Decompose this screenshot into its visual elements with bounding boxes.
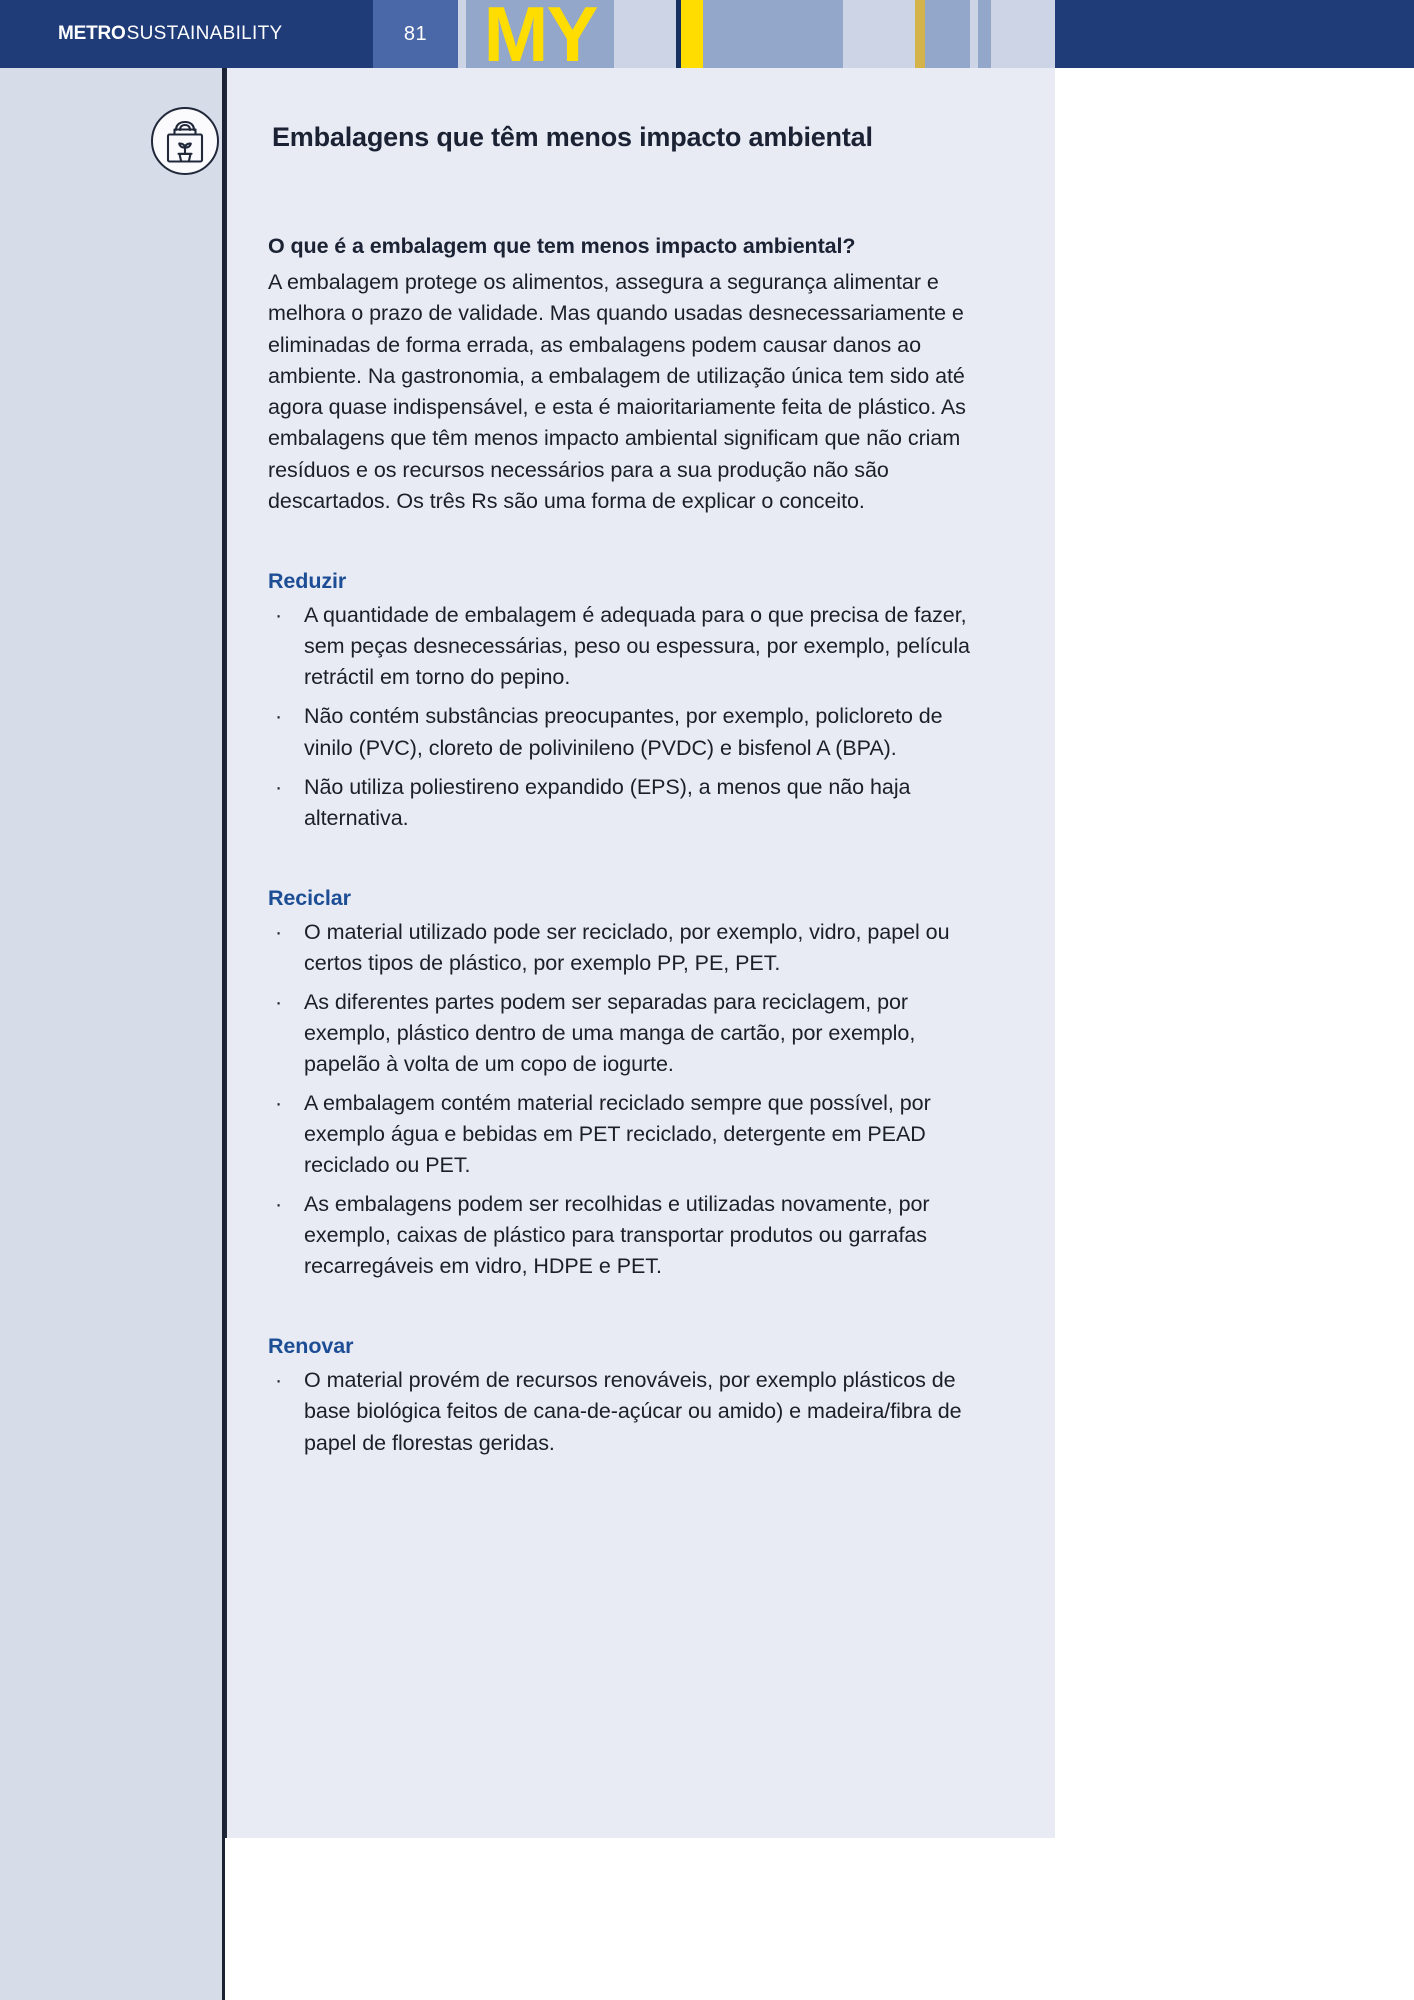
list-item-text: As diferentes partes podem ser separadas para reciclagem, por exemplo, plástico dentro de uma manga de cartão, por exemplo, papelão à volta de um copo de iogurte. [304, 989, 916, 1076]
header-band-pale-1 [458, 0, 466, 68]
list-item-text: Não utiliza poliestireno expandido (EPS), a menos que não haja alternativa. [304, 774, 911, 830]
header-band-navy-right [1055, 0, 1414, 68]
header-band-pale-5 [991, 0, 1055, 68]
right-gutter [1055, 68, 1414, 2000]
section-heading-reduzir: Reduzir [268, 569, 347, 594]
page-number-value: 81 [403, 22, 428, 45]
list-item-text: O material provém de recursos renováveis, por exemplo plásticos de base biológica feitos de cana-de-açúcar ou amido) e madeira/fibra de papel de florestas geridas. [304, 1368, 962, 1455]
bullet-glyph: · [275, 1368, 283, 1393]
bullet-list-renovar [268, 1365, 993, 1458]
brand-sustainability-label: SUSTAINABILITY [126, 23, 283, 44]
bullet-glyph: · [275, 989, 283, 1014]
brand-lockup [58, 0, 283, 68]
section-renovar [268, 1334, 993, 1458]
section-heading-renovar: Renovar [268, 1334, 354, 1359]
page-header [0, 0, 1414, 68]
section-reduzir [268, 569, 993, 833]
page-number [373, 0, 458, 68]
list-item [268, 772, 993, 834]
list-item [268, 600, 993, 693]
my-wordmark-text: MY [483, 0, 597, 68]
bullet-list-reduzir [268, 600, 993, 833]
list-item [268, 987, 993, 1080]
list-item [268, 701, 993, 763]
section-heading-reciclar: Reciclar [268, 885, 351, 910]
header-band-steel-3 [925, 0, 970, 68]
bullet-glyph: · [275, 1091, 283, 1115]
bullet-glyph: · [275, 919, 283, 944]
header-band-pale-4 [970, 0, 978, 68]
bullet-glyph: · [275, 704, 283, 729]
my-wordmark [466, 0, 614, 68]
page-title: Embalagens que têm menos impacto ambiental [272, 122, 873, 152]
list-item [268, 917, 993, 979]
list-item-text: A quantidade de embalagem é adequada para o que precisa de fazer, sem peças desnecessárias, peso ou espessura, por exemplo, película retráctil em torno do pepino. [304, 603, 970, 690]
bullet-glyph: · [275, 603, 283, 628]
bullet-glyph: · [275, 774, 283, 799]
list-item [268, 1088, 993, 1181]
section-reciclar [268, 886, 993, 1283]
header-band-gold [915, 0, 925, 68]
list-item [268, 1189, 993, 1282]
intro-heading: O que é a embalagem que tem menos impacto ambiental? [268, 234, 856, 258]
list-item-text: Não contém substâncias preocupantes, por exemplo, policloreto de vinilo (PVC), cloreto de polivinileno (PVDC) e bisfenol A (BPA). [304, 704, 943, 760]
list-item-text: O material utilizado pode ser reciclado, por exemplo, vidro, papel ou certos tipos de plástico, por exemplo PP, PE, PET. [304, 919, 950, 975]
bullet-glyph: · [275, 1192, 283, 1217]
vertical-connector-line [225, 68, 227, 1838]
header-band-pale-2 [614, 0, 676, 68]
list-item [268, 1365, 993, 1458]
header-band-yellow-1 [681, 0, 703, 68]
header-band-pale-3 [843, 0, 915, 68]
list-item-text: As embalagens podem ser recolhidas e utilizadas novamente, por exemplo, caixas de plástico para transportar produtos ou garrafas recarregáveis em vidro, HDPE e PET. [304, 1192, 930, 1279]
page-body [268, 234, 993, 1459]
header-band-steel-2 [703, 0, 843, 68]
header-band-steel-4 [978, 0, 991, 68]
bullet-list-reciclar [268, 917, 993, 1283]
left-margin-strip [0, 68, 224, 2000]
shopping-bag-with-plant-icon [151, 107, 219, 175]
brand-metro-label: METRO [58, 23, 126, 44]
intro-paragraph: A embalagem protege os alimentos, assegura a segurança alimentar e melhora o prazo de validade. Mas quando usadas desnecessariamente e eliminadas de forma errada, as embalagens podem causar danos ao ambiente. Na gastronomia, a embalagem de utilização única tem sido até agora quase indispensável, e esta é maioritariamente feita de plástico. As embalagens que têm menos impacto ambiental significam que não criam resíduos e os recursos necessários para a sua produção não são descartados. Os três Rs são uma forma de explicar o conceito. [268, 270, 966, 513]
list-item-text: A embalagem contém material reciclado sempre que possível, por exemplo água e bebidas em PET reciclado, detergente em PEAD reciclado ou PET. [304, 1091, 931, 1178]
